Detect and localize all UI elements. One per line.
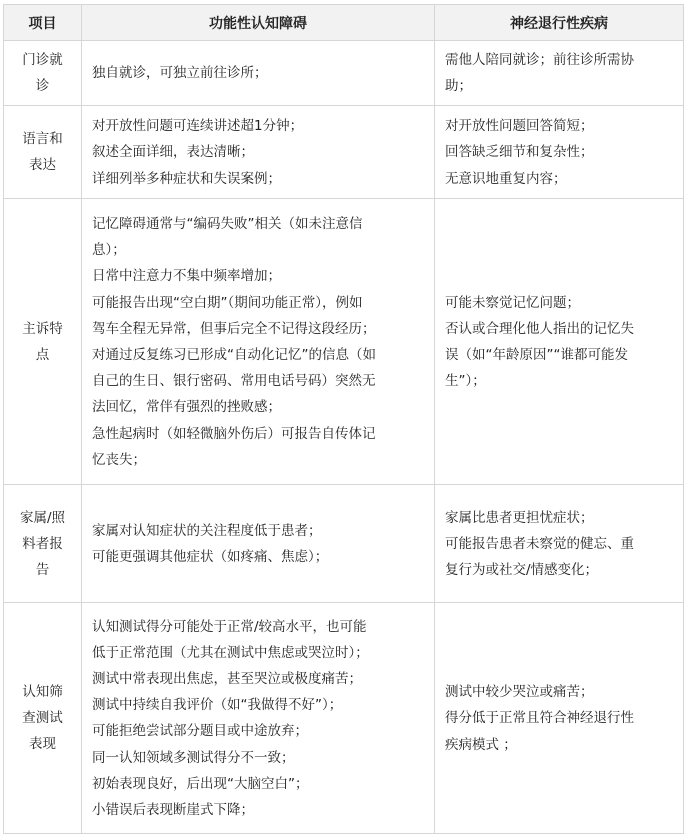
functional-cell bbox=[82, 485, 435, 603]
neuro-cell bbox=[435, 603, 684, 834]
functional-line: 对开放性问题可连续讲述超1分钟； bbox=[92, 118, 304, 135]
functional-cell bbox=[82, 106, 435, 199]
neuro-cell bbox=[435, 199, 684, 485]
row-item-text: 主诉特 bbox=[22, 320, 63, 337]
functional-line: 测试中常表现出焦虑，甚至哭泣或极度痛苦； bbox=[92, 671, 362, 687]
functional-line: 小错误后表现断崖式下降； bbox=[92, 802, 254, 819]
neuro-line: 得分低于正常且符合神经退行性 bbox=[445, 710, 634, 727]
table-row bbox=[4, 199, 684, 485]
comparison-table bbox=[3, 4, 684, 834]
row-item-cell bbox=[4, 485, 82, 603]
row-item-text: 查测试 bbox=[22, 710, 63, 727]
functional-line: 驾车全程无异常，但事后完全不记得这段经历； bbox=[92, 320, 376, 337]
neuro-line: 需他人陪同就诊；前往诊所需协 bbox=[445, 52, 634, 68]
neuro-line: 回答缺乏细节和复杂性； bbox=[445, 144, 594, 161]
neuro-line: 可能报告患者未察觉的健忘、重 bbox=[445, 535, 634, 552]
neuro-cell bbox=[435, 41, 684, 106]
functional-cell bbox=[82, 41, 435, 106]
row-item-cell bbox=[4, 41, 82, 106]
row-item-text: 诊 bbox=[35, 78, 50, 95]
functional-cell bbox=[82, 199, 435, 485]
row-item-text: 家属/照 bbox=[19, 509, 66, 526]
functional-line: 日常中注意力不集中频率增加； bbox=[92, 268, 281, 285]
functional-line: 记忆障碍通常与“编码失败”相关（如未注意信 bbox=[92, 215, 363, 232]
functional-line: 可能拒绝尝试部分题目或中途放弃； bbox=[92, 723, 308, 740]
functional-line: 息）； bbox=[92, 242, 126, 259]
neuro-line: 复行为或社交/情感变化； bbox=[445, 562, 599, 578]
table-row bbox=[4, 603, 684, 834]
row-item-cell bbox=[4, 106, 82, 199]
functional-line: 对通过反复练习已形成“自动化记忆”的信息（如 bbox=[92, 346, 376, 363]
neuro-line: 可能未察觉记忆问题； bbox=[445, 294, 580, 311]
neuro-line: 测试中较少哭泣或痛苦； bbox=[445, 684, 594, 701]
row-item-text: 料者报 bbox=[22, 535, 63, 552]
functional-line: 认知测试得分可能处于正常/较高水平，也可能 bbox=[92, 618, 367, 635]
neuro-line: 无意识地重复内容； bbox=[445, 170, 567, 187]
functional-line: 自己的生日、银行密码、常用电话号码）突然无 bbox=[92, 373, 376, 390]
neuro-line: 误（如“年龄原因”“谁都可能发 bbox=[445, 346, 628, 363]
row-item-text: 表现 bbox=[29, 736, 56, 753]
functional-line: 初始表现良好，后出现“大脑空白”； bbox=[92, 775, 309, 792]
neuro-line: 生”）； bbox=[445, 373, 486, 390]
row-item-cell bbox=[4, 603, 82, 834]
functional-line: 家属对认知症状的关注程度低于患者； bbox=[92, 522, 322, 539]
row-item-text: 语言和 bbox=[22, 131, 63, 148]
neuro-line: 否认或合理化他人指出的记忆失 bbox=[445, 320, 634, 337]
header-neuro: 神经退行性疾病 bbox=[435, 5, 684, 41]
neuro-cell bbox=[435, 106, 684, 199]
row-item-text: 点 bbox=[35, 346, 50, 363]
functional-line: 详细列举多种症状和失误案例； bbox=[92, 170, 281, 187]
functional-cell bbox=[82, 603, 435, 834]
functional-line: 可能更强调其他症状（如疼痛、焦虑）； bbox=[92, 548, 329, 565]
functional-line: 忆丧失； bbox=[92, 451, 146, 468]
header-item: 项目 bbox=[4, 5, 82, 41]
neuro-line: 家属比患者更担忧症状； bbox=[445, 509, 594, 526]
row-item-text: 认知筛 bbox=[22, 684, 63, 701]
neuro-line: 助； bbox=[445, 78, 472, 95]
neuro-line: 对开放性问题回答简短； bbox=[445, 118, 594, 135]
neuro-cell bbox=[435, 485, 684, 603]
table-row bbox=[4, 106, 684, 199]
functional-line: 叙述全面详细，表达清晰； bbox=[92, 144, 254, 161]
functional-line: 法回忆，常伴有强烈的挫败感； bbox=[92, 399, 281, 416]
functional-line: 测试中持续自我评价（如“我做得不好”）； bbox=[92, 697, 343, 714]
table-row bbox=[4, 485, 684, 603]
functional-line: 同一认知领域多测试得分不一致； bbox=[92, 749, 295, 766]
row-item-text: 告 bbox=[35, 561, 50, 578]
table-row bbox=[4, 41, 684, 106]
header-row bbox=[4, 5, 684, 41]
functional-line: 可能报告出现“空白期”（期间功能正常），例如 bbox=[92, 294, 363, 311]
row-item-text: 门诊就 bbox=[22, 52, 63, 69]
functional-line: 独自就诊，可独立前往诊所； bbox=[92, 65, 268, 82]
neuro-line: 疾病模式 ； bbox=[445, 736, 517, 753]
row-item-text: 表达 bbox=[29, 157, 56, 174]
row-item-cell bbox=[4, 199, 82, 485]
functional-line: 急性起病时（如轻微脑外伤后）可报告自传体记 bbox=[92, 425, 376, 442]
functional-line: 低于正常范围（尤其在测试中焦虑或哭泣时）； bbox=[92, 644, 369, 661]
header-functional: 功能性认知障碍 bbox=[82, 5, 435, 41]
